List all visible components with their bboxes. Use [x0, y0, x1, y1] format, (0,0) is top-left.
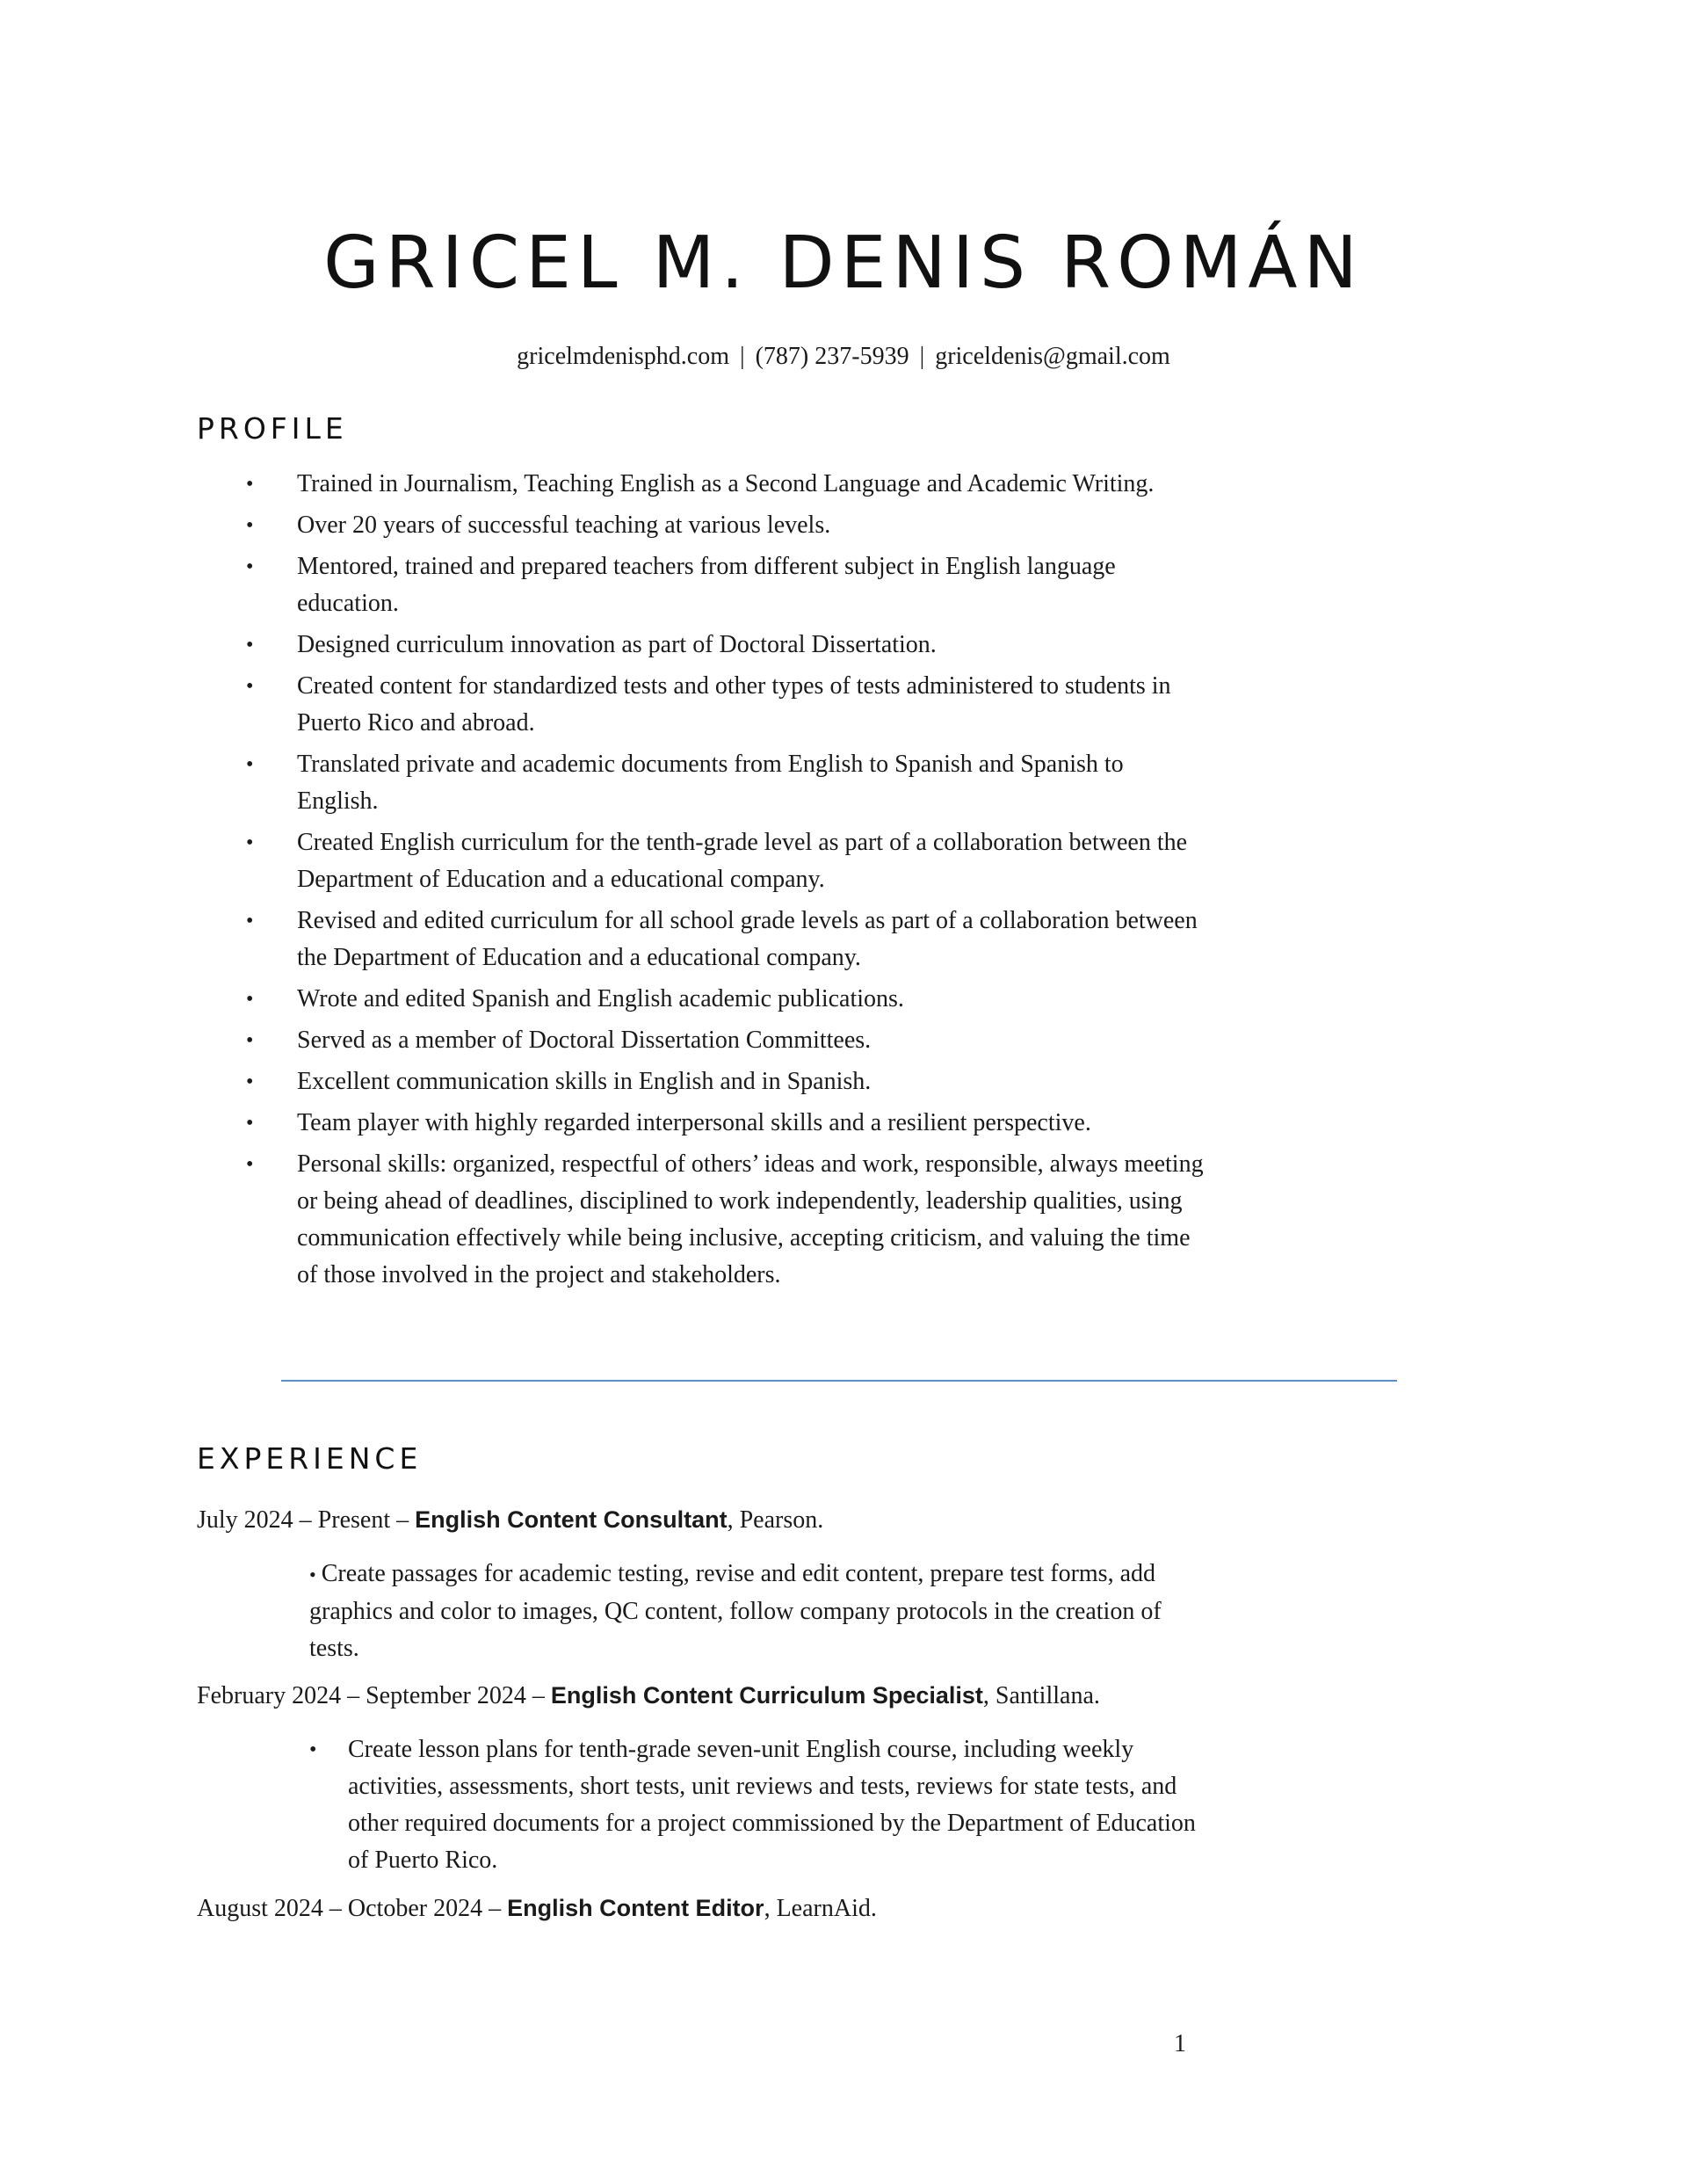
profile-item-text: Created content for standardized tests and other types of tests administered to students in Puerto Rico and abroad. [297, 672, 1171, 736]
profile-item-text: Translated private and academic documents from English to Spanish and Spanish to English. [297, 751, 1124, 815]
bullet-icon: • [246, 555, 254, 578]
bullet-icon: • [246, 1029, 254, 1052]
profile-item-text: Created English curriculum for the tenth-grade level as part of a collaboration between the Department of Education and a educational company. [297, 829, 1188, 893]
bullet-icon: • [309, 1564, 316, 1585]
phone-number: (787) 237-5939 [755, 343, 909, 370]
bullet-icon: • [246, 753, 254, 776]
profile-item [197, 1105, 1207, 1142]
contact-separator: | [740, 343, 745, 370]
profile-item [197, 1063, 1207, 1100]
profile-item [197, 627, 1207, 664]
profile-list [197, 466, 1207, 1298]
profile-item-text: Mentored, trained and prepared teachers from different subject in English language education. [297, 553, 1116, 617]
profile-item-text: Excellent communication skills in English and in Spanish. [297, 1068, 872, 1095]
bullet-icon: • [246, 910, 254, 932]
job-description-item [309, 1556, 1197, 1667]
profile-item [197, 668, 1207, 742]
profile-item [197, 903, 1207, 976]
job-description-item [309, 1731, 1197, 1879]
profile-heading: PROFILE [197, 411, 348, 446]
job-company: , LearnAid. [764, 1895, 877, 1922]
profile-item [197, 824, 1207, 898]
profile-item [197, 548, 1207, 622]
profile-item-text: Personal skills: organized, respectful of others’ ideas and work, responsible, always meeting or being ahead of deadlines, disciplined to work independently, leadership qualities, using communication effectively while being inclusive, accepting criticism, and valuing the time of those involved in the project and stakeholders. [297, 1150, 1204, 1288]
job-dates: February 2024 – September 2024 – [197, 1682, 551, 1709]
profile-item-text: Served as a member of Doctoral Dissertation Committees. [297, 1027, 872, 1054]
profile-item [197, 981, 1207, 1018]
bullet-icon: • [246, 473, 254, 496]
bullet-icon: • [309, 1738, 317, 1761]
profile-item [197, 1146, 1207, 1294]
job-dates: August 2024 – October 2024 – [197, 1895, 508, 1922]
bullet-icon: • [246, 1070, 254, 1093]
job-title: English Content Consultant [415, 1506, 728, 1533]
profile-item-text: Designed curriculum innovation as part of Doctoral Dissertation. [297, 631, 937, 658]
job-title: English Content Editor [507, 1895, 764, 1921]
profile-item [197, 746, 1207, 820]
job-description-text: Create lesson plans for tenth-grade seven-unit English course, including weekly activities, assessments, short tests, unit reviews and tests, reviews for state tests, and other required documents for a project commissioned by the Department of Education of Puerto Rico. [348, 1736, 1196, 1874]
bullet-icon: • [246, 831, 254, 854]
profile-item-text: Revised and edited curriculum for all school grade levels as part of a collaboration between the Department of Education and a educational company. [297, 907, 1198, 971]
job-entry [197, 1677, 1427, 1715]
contact-line [0, 343, 1687, 371]
bullet-icon: • [246, 675, 254, 698]
job-description-list [309, 1556, 1197, 1667]
candidate-name: GRICEL M. DENIS ROMÁN [323, 221, 1364, 305]
section-divider [281, 1380, 1397, 1382]
profile-item [197, 507, 1207, 544]
profile-item [197, 1022, 1207, 1059]
bullet-icon: • [246, 634, 254, 657]
bullet-icon: • [246, 514, 254, 537]
bullet-icon: • [246, 1112, 254, 1135]
bullet-icon: • [246, 988, 254, 1011]
job-description-list [309, 1731, 1197, 1879]
job-title: English Content Curriculum Specialist [550, 1682, 983, 1709]
job-description-text: Create passages for academic testing, revise and edit content, prepare test forms, add graphics and color to images, QC content, follow company protocols in the creation of tests. [309, 1560, 1162, 1662]
experience-heading: EXPERIENCE [197, 1441, 423, 1476]
job-company: , Pearson. [727, 1506, 824, 1534]
email-link[interactable]: griceldenis@gmail.com [935, 343, 1170, 370]
profile-item-text: Wrote and edited Spanish and English academic publications. [297, 985, 904, 1012]
job-company: , Santillana. [982, 1682, 1100, 1709]
profile-item [197, 466, 1207, 503]
bullet-icon: • [246, 1153, 254, 1176]
job-entry [197, 1890, 1427, 1927]
job-entry [197, 1501, 1427, 1539]
job-dates: July 2024 – Present – [197, 1506, 416, 1534]
website-link[interactable]: gricelmdenisphd.com [517, 343, 729, 370]
profile-item-text: Over 20 years of successful teaching at various levels. [297, 512, 831, 539]
page-number: 1 [1174, 2030, 1186, 2057]
contact-separator: | [919, 343, 925, 370]
profile-item-text: Trained in Journalism, Teaching English as a Second Language and Academic Writing. [297, 470, 1155, 497]
profile-item-text: Team player with highly regarded interpersonal skills and a resilient perspective. [297, 1109, 1091, 1136]
